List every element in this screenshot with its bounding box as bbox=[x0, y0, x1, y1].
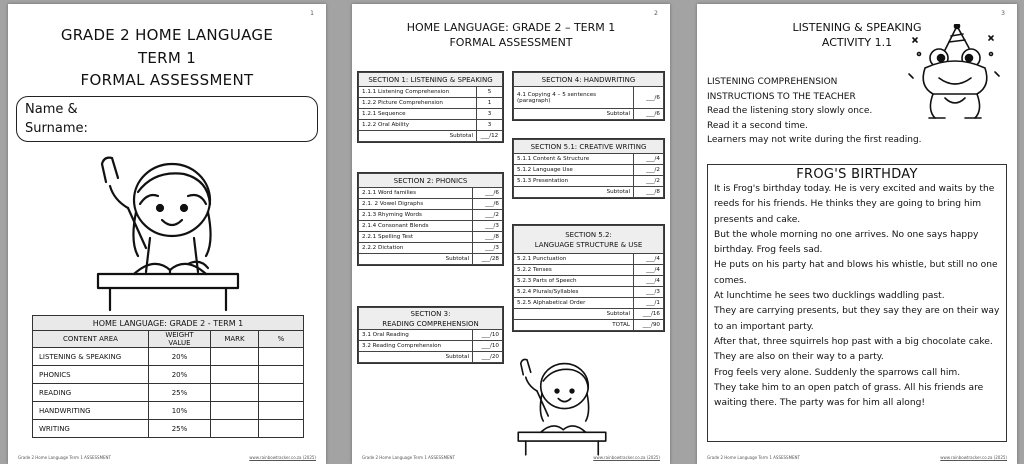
subtotal-label: Subtotal bbox=[514, 187, 634, 198]
footer-left: Grade 2 Home Language Term 1 ASSESSMENT bbox=[707, 455, 800, 460]
page-footer bbox=[707, 455, 1007, 460]
instruction-line: Read it a second time. bbox=[707, 120, 808, 131]
row-value[interactable]: ___/4 bbox=[634, 254, 664, 265]
table-row bbox=[359, 341, 503, 352]
row-value[interactable]: ___/8 bbox=[473, 232, 503, 243]
page-number: 2 bbox=[654, 10, 658, 17]
row-label: 1.2.1 Sequence bbox=[359, 109, 477, 120]
row-label: 5.1.1 Content & Structure bbox=[514, 154, 634, 165]
row-area: READING bbox=[33, 384, 149, 402]
section-5-2-title-line-1: SECTION 5.2: bbox=[565, 230, 612, 239]
section-5-1-box bbox=[512, 138, 665, 199]
table-row bbox=[359, 188, 503, 199]
footer-left: Grade 2 Home Language Term 1 ASSESSMENT bbox=[18, 455, 111, 460]
story-title: FROG'S BIRTHDAY bbox=[796, 167, 918, 182]
row-value[interactable]: ___/3 bbox=[473, 221, 503, 232]
subtotal-label: Subtotal bbox=[359, 254, 473, 265]
row-label: 5.2.4 Plurals/Syllables bbox=[514, 287, 634, 298]
weighting-table bbox=[32, 315, 304, 438]
cover-title-line-1: GRADE 2 HOME LANGUAGE bbox=[60, 26, 274, 44]
section-4-title: SECTION 4: HANDWRITING bbox=[514, 73, 664, 87]
section-3-box bbox=[357, 306, 504, 364]
section-3-title-line-1: SECTION 3: bbox=[410, 309, 451, 318]
row-percent-cell[interactable] bbox=[259, 384, 304, 402]
table-row bbox=[33, 402, 304, 420]
row-value[interactable]: ___/2 bbox=[634, 165, 664, 176]
subtotal-label: Subtotal bbox=[514, 309, 634, 320]
row-label: 5.2.1 Punctuation bbox=[514, 254, 634, 265]
footer-link[interactable]: www.rainbowtracker.co.za (2025) bbox=[593, 455, 660, 460]
table-row bbox=[359, 221, 503, 232]
subtotal-value[interactable]: ___/12 bbox=[477, 131, 503, 142]
instructions-heading-line-1: LISTENING COMPREHENSION bbox=[707, 77, 838, 87]
row-mark-cell[interactable] bbox=[211, 348, 259, 366]
col-header-mark: MARK bbox=[211, 331, 259, 348]
section-1-box bbox=[357, 71, 504, 143]
row-percent-cell[interactable] bbox=[259, 366, 304, 384]
row-weight: 20% bbox=[149, 366, 211, 384]
section-1-title: SECTION 1: LISTENING & SPEAKING bbox=[359, 73, 503, 87]
row-value[interactable]: ___/4 bbox=[634, 154, 664, 165]
row-value[interactable]: ___/6 bbox=[473, 199, 503, 210]
row-percent-cell[interactable] bbox=[259, 402, 304, 420]
row-label: 1.2.2 Picture Comprehension bbox=[359, 98, 477, 109]
story-paragraph: It is Frog's birthday today. He is very excited and waits by the reeds for his friends. He thinks they are going to bring him presents and cake. bbox=[714, 184, 995, 225]
weighting-table-title: HOME LANGUAGE: GRADE 2 - TERM 1 bbox=[33, 316, 304, 331]
teacher-instructions bbox=[707, 75, 947, 148]
page-footer bbox=[362, 455, 660, 460]
section-2-title: SECTION 2: PHONICS bbox=[359, 174, 503, 188]
row-label: 2.1.4 Consonant Blends bbox=[359, 221, 473, 232]
row-label: 2.1.3 Rhyming Words bbox=[359, 210, 473, 221]
page-number: 1 bbox=[310, 10, 314, 17]
subtotal-value[interactable]: ___/16 bbox=[634, 309, 664, 320]
subtotal-value[interactable]: ___/6 bbox=[634, 109, 664, 120]
page-2 bbox=[352, 4, 670, 464]
table-row bbox=[33, 348, 304, 366]
row-value[interactable]: ___/10 bbox=[473, 341, 503, 352]
instructions-heading-line-2: INSTRUCTIONS TO THE TEACHER bbox=[707, 91, 856, 102]
row-value[interactable]: ___/2 bbox=[634, 176, 664, 187]
instruction-line: Read the listening story slowly once. bbox=[707, 106, 873, 116]
table-row bbox=[514, 298, 664, 309]
row-label: 2.1. 2 Vowel Digraphs bbox=[359, 199, 473, 210]
table-row bbox=[514, 287, 664, 298]
story-paragraph: But the whole morning no one arrives. No one says happy birthday. Frog feels sad. bbox=[714, 229, 979, 256]
subtotal-label: Subtotal bbox=[359, 131, 477, 142]
row-label: 5.2.5 Alphabetical Order bbox=[514, 298, 634, 309]
row-value: 3 bbox=[477, 109, 503, 120]
row-percent-cell[interactable] bbox=[259, 420, 304, 438]
row-percent-cell[interactable] bbox=[259, 348, 304, 366]
page-footer bbox=[18, 455, 316, 460]
row-weight: 25% bbox=[149, 384, 211, 402]
row-area: HANDWRITING bbox=[33, 402, 149, 420]
row-mark-cell[interactable] bbox=[211, 402, 259, 420]
row-label: 5.1.2 Language Use bbox=[514, 165, 634, 176]
table-row bbox=[514, 154, 664, 165]
row-mark-cell[interactable] bbox=[211, 420, 259, 438]
col-header-percent: % bbox=[259, 331, 304, 348]
row-value[interactable]: ___/1 bbox=[634, 298, 664, 309]
page-1 bbox=[8, 4, 326, 464]
row-label: 3.2 Reading Comprehension bbox=[359, 341, 473, 352]
col-header-content-area: CONTENT AREA bbox=[33, 331, 149, 348]
page-3 bbox=[697, 4, 1017, 464]
table-row bbox=[33, 384, 304, 402]
row-label: 4.1 Copying 4 – 5 sentences (paragraph) bbox=[514, 87, 634, 109]
row-label: 2.2.1 Spelling Test bbox=[359, 232, 473, 243]
row-area: PHONICS bbox=[33, 366, 149, 384]
row-value[interactable]: ___/3 bbox=[473, 243, 503, 254]
table-row bbox=[33, 420, 304, 438]
table-row bbox=[359, 98, 503, 109]
instruction-line: Learners may not write during the first reading. bbox=[707, 135, 922, 145]
row-weight: 20% bbox=[149, 348, 211, 366]
section-5-2-box bbox=[512, 224, 665, 332]
subtotal-value[interactable]: ___/8 bbox=[634, 187, 664, 198]
subtotal-value[interactable]: ___/28 bbox=[473, 254, 503, 265]
cover-title-line-3: FORMAL ASSESSMENT bbox=[80, 71, 254, 89]
row-label: 3.1 Oral Reading bbox=[359, 330, 473, 341]
activity-title-line-2: ACTIVITY 1.1 bbox=[821, 36, 893, 49]
row-value[interactable]: ___/3 bbox=[634, 287, 664, 298]
section-5-2-title bbox=[514, 226, 664, 254]
row-weight: 25% bbox=[149, 420, 211, 438]
row-label: 2.2.2 Dictation bbox=[359, 243, 473, 254]
story-box bbox=[707, 164, 1007, 442]
name-label: Name & bbox=[25, 102, 78, 117]
footer-link[interactable]: www.rainbowtracker.co.za (2025) bbox=[249, 455, 316, 460]
row-area: WRITING bbox=[33, 420, 149, 438]
col-header-weight: WEIGHT VALUE bbox=[149, 331, 211, 348]
row-value: 5 bbox=[477, 87, 503, 98]
section-3-title-line-2: READING COMPREHENSION bbox=[382, 319, 479, 328]
row-value[interactable]: ___/2 bbox=[473, 210, 503, 221]
row-weight: 10% bbox=[149, 402, 211, 420]
table-row bbox=[514, 254, 664, 265]
row-label: 2.1.1 Word families bbox=[359, 188, 473, 199]
activity-title-line-1: LISTENING & SPEAKING bbox=[792, 21, 922, 34]
row-value[interactable]: ___/10 bbox=[473, 330, 503, 341]
section-3-title bbox=[359, 308, 503, 330]
table-row bbox=[359, 210, 503, 221]
subtotal-value[interactable]: ___/20 bbox=[473, 352, 503, 363]
row-value[interactable]: ___/6 bbox=[473, 188, 503, 199]
row-label: 1.1.1 Listening Comprehension bbox=[359, 87, 477, 98]
table-row bbox=[514, 87, 664, 109]
name-surname-box[interactable] bbox=[16, 96, 318, 142]
table-row bbox=[33, 366, 304, 384]
subtotal-label: Subtotal bbox=[359, 352, 473, 363]
footer-link[interactable]: www.rainbowtracker.co.za (2025) bbox=[940, 455, 1007, 460]
row-value[interactable]: ___/6 bbox=[634, 87, 664, 109]
girl-reading-small-illustration bbox=[512, 356, 612, 456]
table-row bbox=[359, 232, 503, 243]
table-row bbox=[359, 120, 503, 131]
section-5-1-title: SECTION 5.1: CREATIVE WRITING bbox=[514, 140, 664, 154]
subtotal-label: Subtotal bbox=[514, 109, 634, 120]
table-row bbox=[359, 330, 503, 341]
total-label: TOTAL bbox=[514, 320, 634, 331]
story-paragraph: They are carrying presents, but they say they are on their way to an important party. bbox=[714, 306, 1000, 332]
row-value[interactable]: ___/4 bbox=[634, 265, 664, 276]
row-value: 3 bbox=[477, 120, 503, 131]
row-area: LISTENING & SPEAKING bbox=[33, 348, 149, 366]
table-row bbox=[514, 165, 664, 176]
row-label: 1.2.2 Oral Ability bbox=[359, 120, 477, 131]
row-label: 5.2.3 Parts of Speech bbox=[514, 276, 634, 287]
page-number: 3 bbox=[1001, 10, 1005, 17]
page2-title-line-2: FORMAL ASSESSMENT bbox=[449, 36, 573, 49]
page2-title-line-1: HOME LANGUAGE: GRADE 2 – TERM 1 bbox=[406, 21, 616, 34]
table-row bbox=[359, 87, 503, 98]
section-5-2-title-line-2: LANGUAGE STRUCTURE & USE bbox=[534, 240, 643, 249]
story-paragraph: Frog feels very alone. Suddenly the sparrows call him. bbox=[714, 367, 961, 378]
story-paragraph: After that, three squirrels hop past with a big chocolate cake. They are also on their way to a party. bbox=[714, 336, 993, 363]
footer-left: Grade 2 Home Language Term 1 ASSESSMENT bbox=[362, 455, 455, 460]
table-row bbox=[514, 276, 664, 287]
row-mark-cell[interactable] bbox=[211, 384, 259, 402]
row-value[interactable]: ___/4 bbox=[634, 276, 664, 287]
table-row bbox=[359, 199, 503, 210]
cover-title-line-2: TERM 1 bbox=[137, 49, 197, 67]
story-paragraph: He puts on his party hat and blows his whistle, but still no one comes. bbox=[714, 260, 998, 286]
surname-label: Surname: bbox=[25, 121, 88, 136]
table-row bbox=[359, 109, 503, 120]
table-row bbox=[514, 265, 664, 276]
total-value[interactable]: ___/90 bbox=[634, 320, 664, 331]
section-4-box bbox=[512, 71, 665, 121]
girl-reading-illustration bbox=[88, 152, 248, 312]
table-row bbox=[514, 176, 664, 187]
section-2-box bbox=[357, 172, 504, 266]
row-mark-cell[interactable] bbox=[211, 366, 259, 384]
story-paragraph: At lunchtime he sees two ducklings waddling past. bbox=[714, 291, 945, 302]
table-row bbox=[359, 243, 503, 254]
row-label: 5.2.2 Tenses bbox=[514, 265, 634, 276]
row-label: 5.1.3 Presentation bbox=[514, 176, 634, 187]
row-value: 1 bbox=[477, 98, 503, 109]
story-paragraph: They take him to an open patch of grass. All his friends are waiting there. The party was for him all along! bbox=[714, 382, 984, 409]
